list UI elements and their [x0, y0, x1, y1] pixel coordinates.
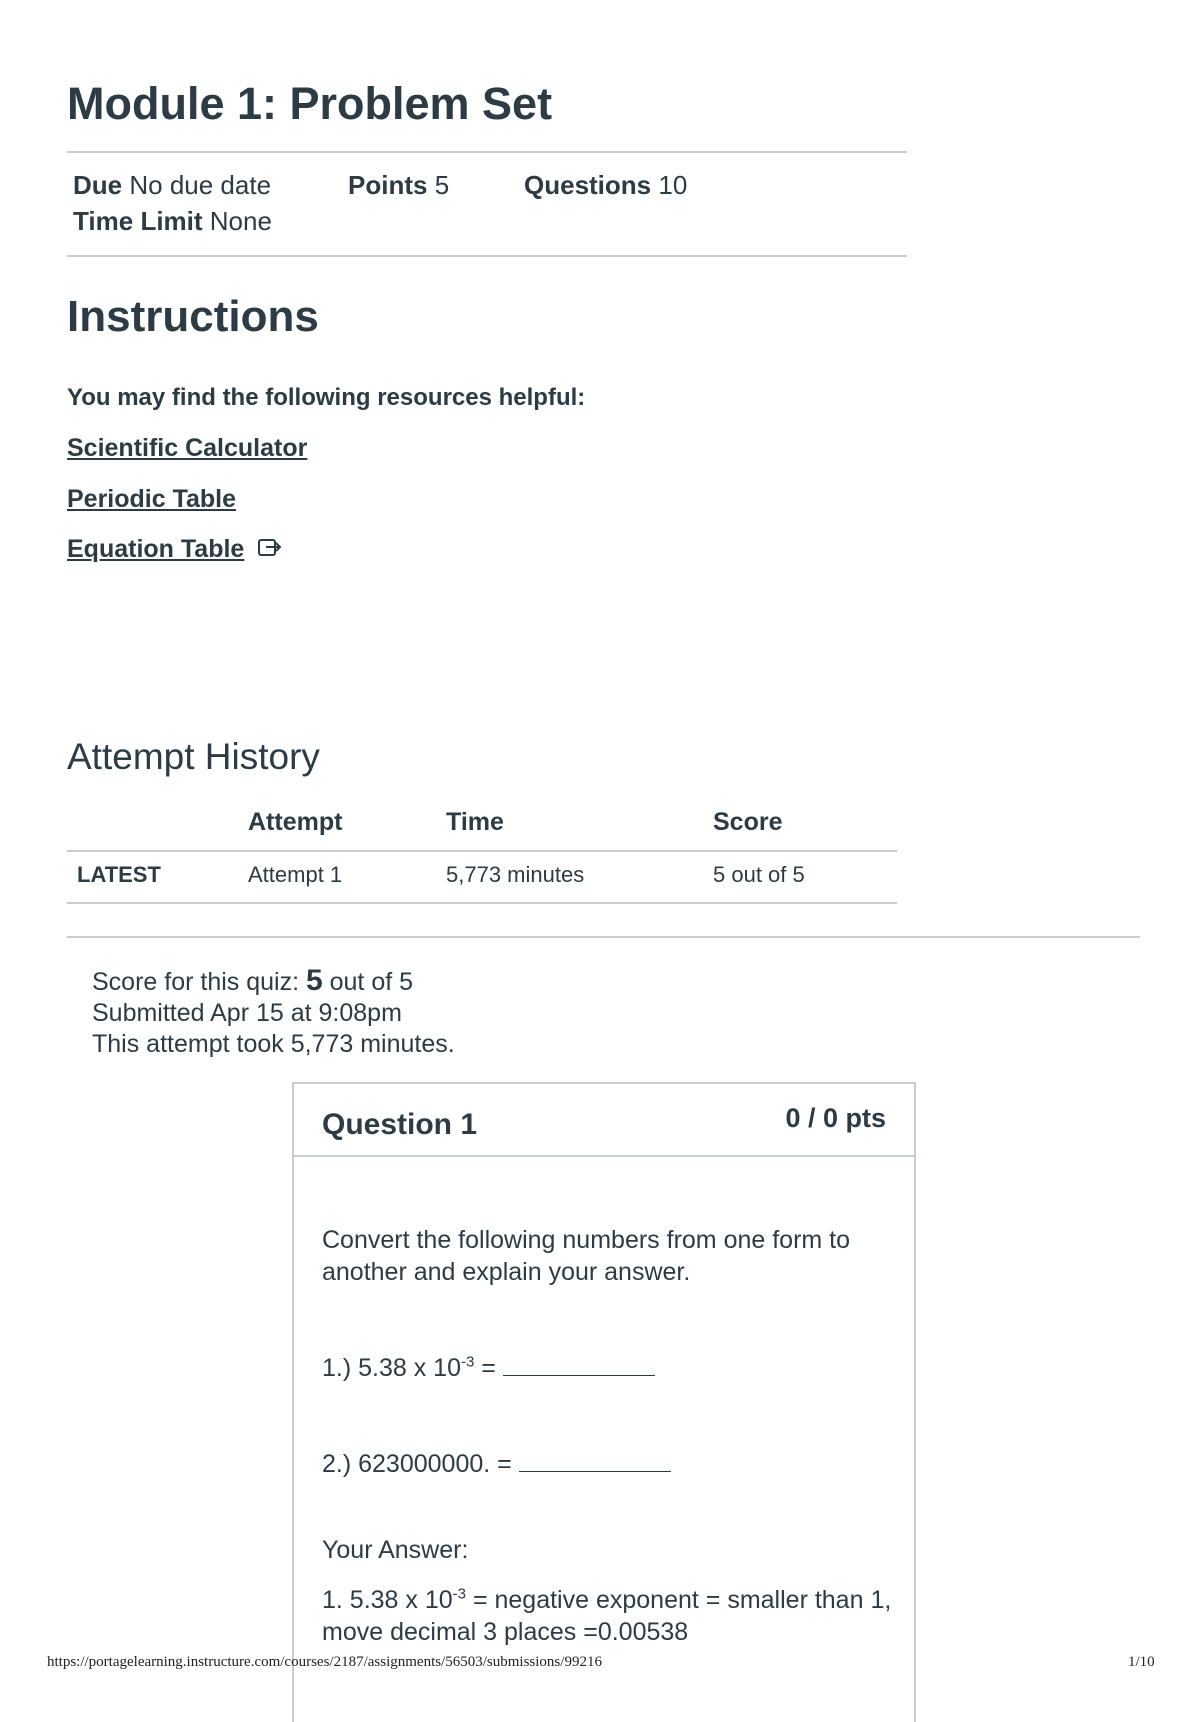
due-value: No due date [129, 170, 272, 200]
instructions-intro: You may find the following resources helpful: [67, 384, 586, 411]
footer-page-number: 1/10 [1128, 1654, 1155, 1670]
answer-1-exponent: -3 [452, 1585, 466, 1603]
item-1-prefix: 1.) 5.38 x 10 [322, 1354, 461, 1382]
footer-url: https://portagelearning.instructure.com/courses/2187/assignments/56503/submissions/99216 [47, 1654, 602, 1670]
due-label: Due [73, 170, 123, 200]
due-info [73, 170, 271, 201]
prompt-line-2: another and explain your answer. [322, 1258, 691, 1286]
score-summary [92, 965, 455, 1060]
item-1-equals: = [481, 1354, 496, 1382]
equation-table-link[interactable]: Equation Table [67, 535, 245, 563]
time-limit-info [73, 206, 272, 237]
time-limit-value: None [209, 206, 272, 236]
answer-line-1 [322, 1584, 891, 1616]
answer-text [322, 1584, 891, 1648]
points-label: Points [348, 170, 428, 200]
score-suffix: out of 5 [329, 968, 414, 996]
attempt-time: 5,773 minutes [446, 862, 585, 887]
your-answer-label: Your Answer: [322, 1536, 469, 1564]
item-2-prefix: 2.) 623000000. = [322, 1450, 512, 1478]
item-1-exponent: -3 [460, 1353, 475, 1371]
questions-label: Questions [524, 170, 652, 200]
score-line [92, 965, 455, 998]
question-card [292, 1082, 916, 1722]
prompt-line-1: Convert the following numbers from one form to [322, 1226, 851, 1254]
periodic-table-link[interactable]: Periodic Table [67, 485, 237, 513]
question-points: 0 / 0 pts [785, 1103, 886, 1133]
submitted-time: Submitted Apr 15 at 9:08pm [92, 999, 402, 1027]
latest-badge: LATEST [77, 862, 161, 887]
question-item-1 [322, 1352, 655, 1384]
item-2-blank [519, 1449, 671, 1472]
time-limit-label: Time Limit [73, 206, 203, 236]
answer-1-suffix: = negative exponent = smaller than 1, [472, 1586, 892, 1614]
attempt-score: 5 out of 5 [713, 862, 805, 887]
score-value: 5 [305, 964, 323, 997]
points-value: 5 [434, 170, 450, 200]
question-item-2 [322, 1448, 671, 1480]
attempt-duration: This attempt took 5,773 minutes. [92, 1030, 455, 1058]
question-title: Question 1 [322, 1108, 478, 1141]
column-header-attempt: Attempt [248, 808, 343, 836]
answer-line-2: move decimal 3 places =0.00538 [322, 1618, 689, 1646]
section-divider [67, 936, 1140, 938]
question-prompt [322, 1224, 850, 1288]
column-header-time: Time [446, 808, 504, 836]
divider [67, 151, 907, 153]
score-prefix: Score for this quiz: [92, 968, 300, 996]
scientific-calculator-link[interactable]: Scientific Calculator [67, 434, 308, 462]
table-row-divider [67, 902, 897, 904]
answer-1-prefix: 1. 5.38 x 10 [322, 1586, 453, 1614]
divider [67, 255, 907, 257]
column-header-score: Score [713, 808, 783, 836]
questions-info [524, 170, 687, 201]
page-title: Module 1: Problem Set [67, 78, 553, 129]
item-1-blank [503, 1353, 655, 1376]
instructions-heading: Instructions [67, 292, 319, 341]
equation-table-item [67, 535, 283, 565]
external-link-icon [257, 536, 283, 565]
points-info [348, 170, 449, 201]
question-header [294, 1084, 914, 1157]
attempt-history-heading: Attempt History [67, 736, 320, 777]
attempt-1-link[interactable]: Attempt 1 [248, 862, 343, 887]
questions-value: 10 [658, 170, 688, 200]
table-header-divider [67, 850, 897, 852]
